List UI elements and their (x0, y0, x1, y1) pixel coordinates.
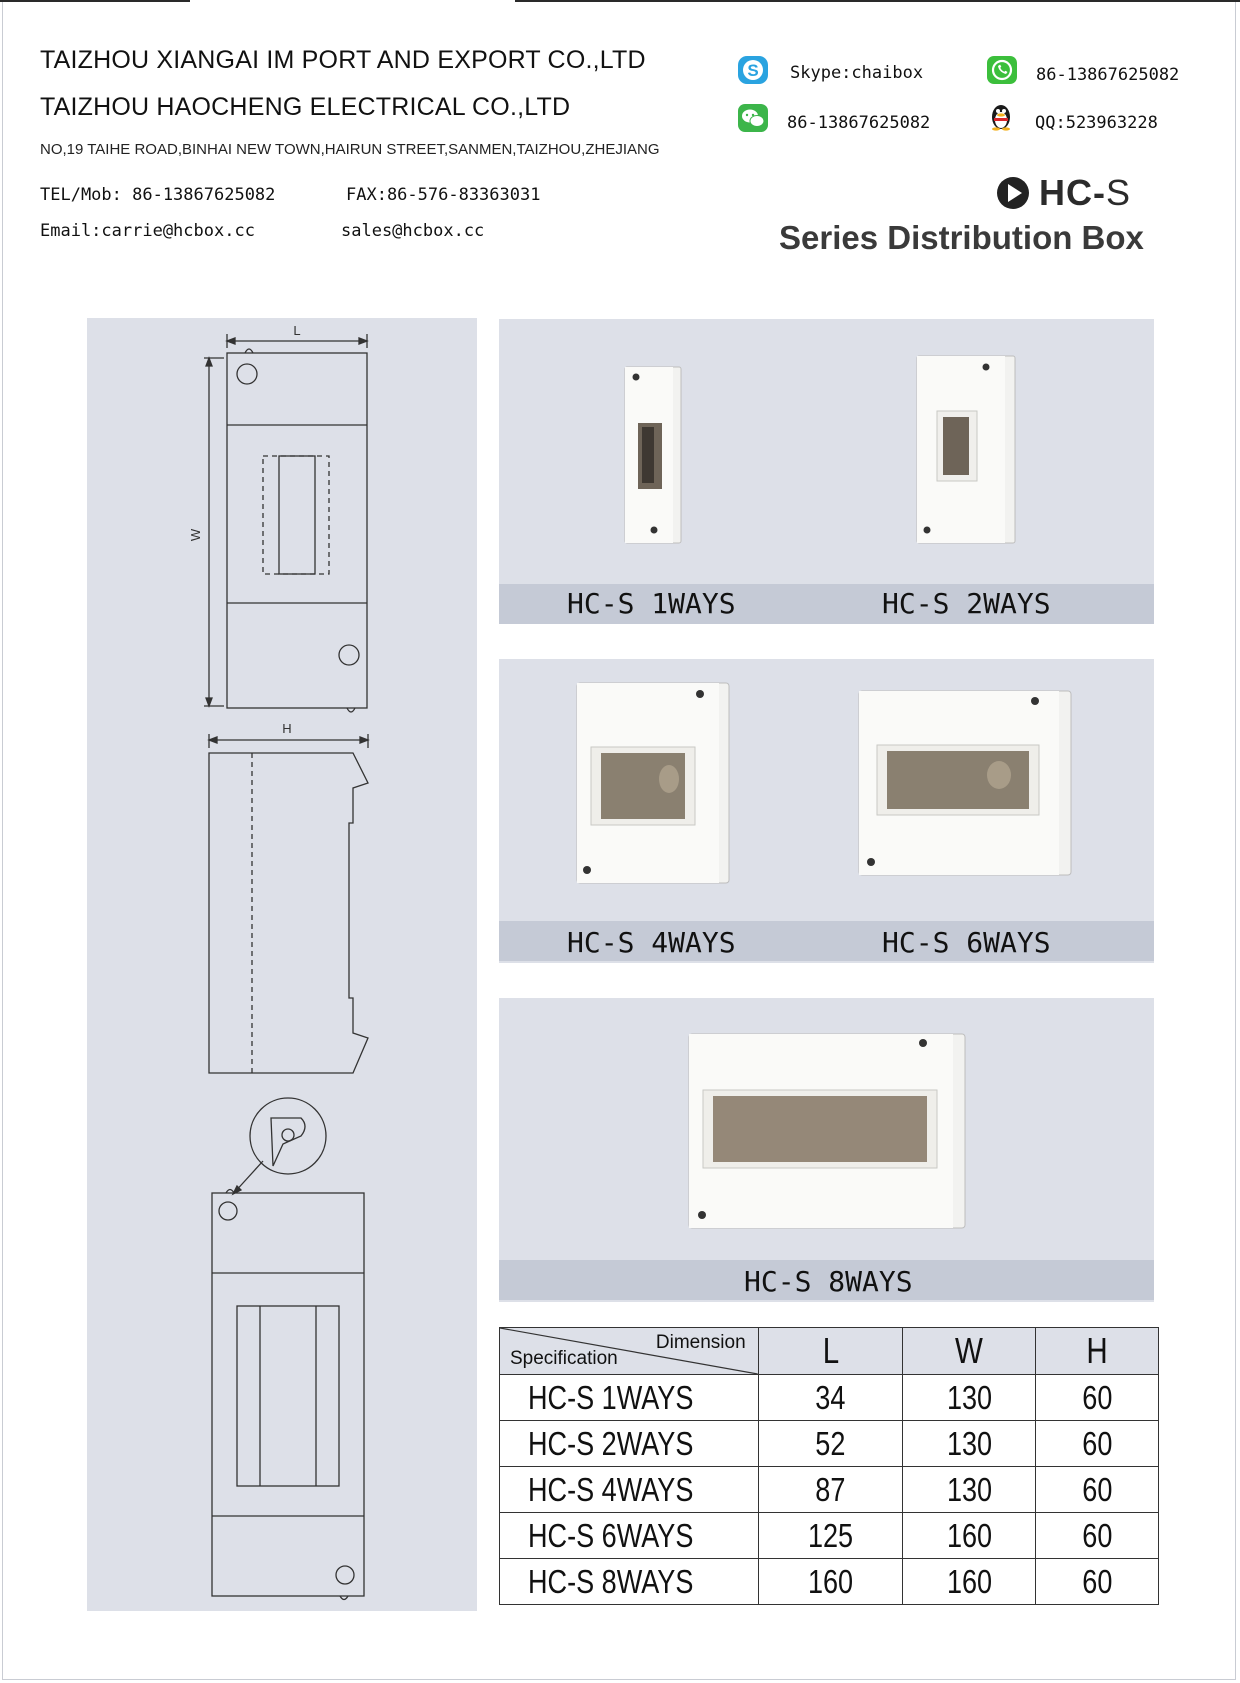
cell-H: 60 (1036, 1421, 1159, 1467)
qq-penguin-icon (985, 101, 1017, 131)
cell-W: 160 (903, 1559, 1036, 1605)
table-row (500, 1559, 1159, 1605)
brand-s: S (1106, 172, 1131, 213)
row-name: HC-S 2WAYS (500, 1421, 759, 1467)
cell-L: 160 (758, 1559, 903, 1605)
cell-L: 87 (758, 1467, 903, 1513)
table-header-row (500, 1328, 1159, 1375)
whatsapp-icon (986, 55, 1018, 85)
product-images-4-6 (499, 659, 1154, 921)
table-row (500, 1421, 1159, 1467)
product-images-8 (499, 998, 1154, 1260)
email-line: Email:carrie@hcbox.cc (40, 221, 255, 241)
company-name-2: TAIZHOU HAOCHENG ELECTRICAL CO.,LTD (40, 93, 571, 121)
top-rule-right (515, 0, 1240, 2)
cell-L: 52 (758, 1421, 903, 1467)
cell-L: 34 (758, 1375, 903, 1421)
svg-text:S: S (747, 61, 759, 80)
table-row (500, 1513, 1159, 1559)
fax-line: FAX:86-576-83363031 (346, 185, 541, 205)
wechat-icon (737, 103, 769, 133)
label-H: H (282, 721, 292, 736)
drawing-panel (87, 318, 477, 1611)
email-line-2: sales@hcbox.cc (341, 221, 485, 241)
row-name: HC-S 8WAYS (500, 1559, 759, 1605)
hc-s-1ways-image (625, 367, 681, 543)
row-name: HC-S 1WAYS (500, 1375, 759, 1421)
label-W: W (188, 528, 203, 542)
cell-H: 60 (1036, 1467, 1159, 1513)
whatsapp-text: 86-13867625082 (1036, 65, 1180, 85)
play-icon (995, 175, 1031, 211)
column-header-L: L (758, 1328, 903, 1375)
label-L: L (293, 323, 301, 338)
row-name: HC-S 6WAYS (500, 1513, 759, 1559)
cell-W: 130 (903, 1421, 1036, 1467)
series-title: Series Distribution Box (779, 219, 1144, 256)
skype-text: Skype:chaibox (790, 63, 924, 83)
top-rule-left (0, 0, 190, 2)
cell-H: 60 (1036, 1375, 1159, 1421)
cell-W: 130 (903, 1467, 1036, 1513)
product-panel-middle (499, 659, 1154, 963)
wechat-text: 86-13867625082 (787, 113, 931, 133)
header-dimension: Dimension (655, 1332, 746, 1353)
table-row (500, 1467, 1159, 1513)
cell-H: 60 (1036, 1559, 1159, 1605)
qq-text: QQ:523963228 (1035, 113, 1158, 133)
product-label-6ways: HC-S 6WAYS (882, 926, 1051, 959)
product-label-1ways: HC-S 1WAYS (567, 587, 736, 620)
column-header-W: W (903, 1328, 1036, 1375)
skype-icon (737, 55, 769, 85)
spec-table (499, 1327, 1159, 1605)
product-images-1-2 (499, 319, 1154, 584)
table-corner-cell (500, 1328, 759, 1375)
brand-mark (995, 172, 1130, 214)
row-name: HC-S 4WAYS (500, 1467, 759, 1513)
table-row (500, 1375, 1159, 1421)
cell-H: 60 (1036, 1513, 1159, 1559)
column-header-H: H (1036, 1328, 1159, 1375)
brand-hc: HC (1039, 172, 1093, 213)
product-label-8ways: HC-S 8WAYS (744, 1265, 913, 1298)
cell-W: 160 (903, 1513, 1036, 1559)
product-label-4ways: HC-S 4WAYS (567, 926, 736, 959)
hc-s-8ways-image (689, 1034, 965, 1228)
company-name-1: TAIZHOU XIANGAI IM PORT AND EXPORT CO.,LTD (40, 46, 646, 74)
hc-s-4ways-image (577, 683, 729, 883)
brand-dash: - (1093, 172, 1106, 213)
hc-s-2ways-image (917, 356, 1015, 543)
product-panel-top (499, 319, 1154, 624)
technical-drawing (87, 318, 477, 1611)
product-label-2ways: HC-S 2WAYS (882, 587, 1051, 620)
company-address: NO,19 TAIHE ROAD,BINHAI NEW TOWN,HAIRUN STREET,SANMEN,TAIZHOU,ZHEJIANG (40, 141, 660, 158)
header-specification: Specification (510, 1348, 618, 1369)
tel-line: TEL/Mob: 86-13867625082 (40, 185, 276, 205)
cell-L: 125 (758, 1513, 903, 1559)
product-panel-bottom (499, 998, 1154, 1302)
hc-s-6ways-image (859, 691, 1071, 875)
cell-W: 130 (903, 1375, 1036, 1421)
